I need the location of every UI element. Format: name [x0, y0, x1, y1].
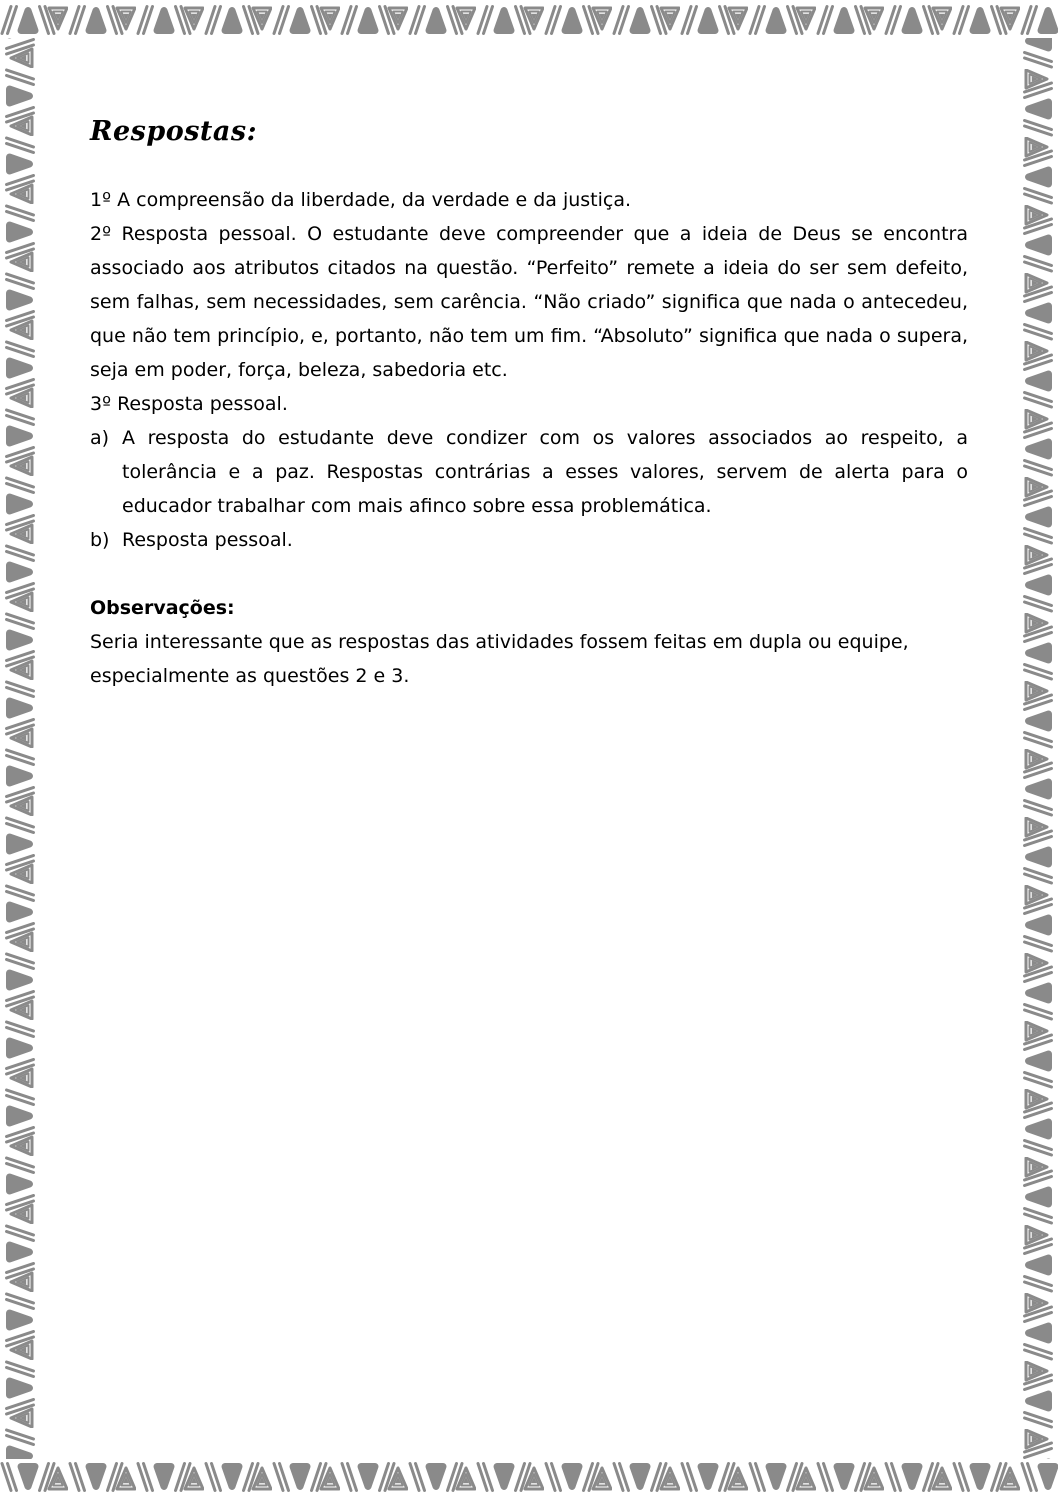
border-right — [1018, 38, 1058, 1459]
answer-3: 3º Resposta pessoal. — [90, 393, 288, 415]
answer-2: 2º Resposta pessoal. O estudante deve compreender que a ideia de Deus se encontra associado aos atributos citados na questão. “Perfeito” remete a ideia do ser sem defeito, sem falhas, sem necessidades, sem carência. “Não criado” significa que nada o antecedeu, que não tem princípio, e, portanto, não tem um fim. “Absoluto” significa que nada o supera, seja em poder, força, beleza, sabedoria etc. — [90, 223, 968, 381]
observations-text: Seria interessante que as respostas das atividades fossem feitas em dupla ou equipe, especialmente as questões 2 e 3. — [90, 631, 909, 687]
observations-heading: Observações: — [90, 597, 235, 619]
list-item-marker: a) — [90, 427, 110, 449]
list-item-b — [90, 523, 968, 557]
border-top — [0, 0, 1058, 40]
list-item-text: A resposta do estudante deve condizer com os valores associados ao respeito, a tolerância e a paz. Respostas contrárias a esses valores, servem de alerta para o educador trabalhar com mais afinco sobre essa problemática. — [122, 427, 968, 517]
list-item-marker: b) — [90, 529, 110, 551]
page-content — [90, 116, 968, 693]
border-left — [0, 38, 40, 1459]
blank-line — [90, 557, 968, 591]
page-title: Respostas: — [90, 116, 258, 147]
border-bottom — [0, 1457, 1058, 1497]
list-item-a — [90, 421, 968, 523]
answer-1: 1º A compreensão da liberdade, da verdade e da justiça. — [90, 189, 632, 211]
list-item-text: Resposta pessoal. — [122, 529, 293, 551]
